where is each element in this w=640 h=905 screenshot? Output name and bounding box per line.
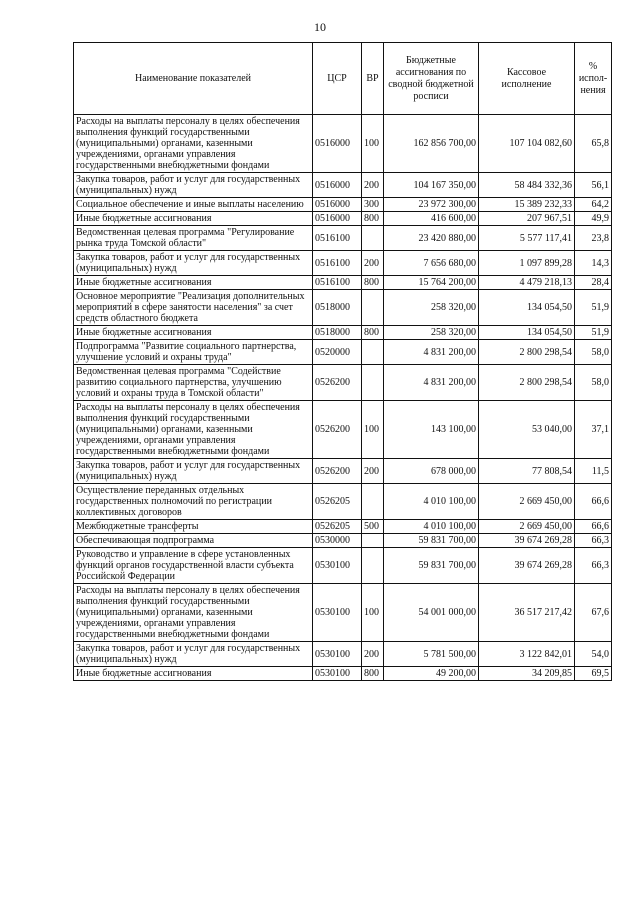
header-name: Наименование показателей: [74, 43, 313, 115]
table-row: [74, 326, 612, 340]
cell-pct: 66,6: [575, 520, 612, 534]
header-budget: Бюджетные ассигнования по сводной бюджетной росписи: [384, 43, 479, 115]
cell-name: Ведомственная целевая программа "Регулирование рынка труда Томской области": [74, 226, 313, 251]
cell-name: Основное мероприятие "Реализация дополнительных мероприятий в сфере занятости населения" за счет средств областного бюджета: [74, 290, 313, 326]
cell-budget: 4 831 200,00: [384, 340, 479, 365]
cell-csr: 0516000: [313, 115, 362, 173]
cell-budget: 4 010 100,00: [384, 520, 479, 534]
cell-pct: 56,1: [575, 173, 612, 198]
cell-budget: 23 972 300,00: [384, 198, 479, 212]
page-number: 10: [314, 20, 326, 34]
cell-pct: 51,9: [575, 326, 612, 340]
cell-pct: 58,0: [575, 365, 612, 401]
cell-csr: 0520000: [313, 340, 362, 365]
table-row: [74, 484, 612, 520]
cell-cash: 34 209,85: [479, 667, 575, 681]
cell-name: Иные бюджетные ассигнования: [74, 667, 313, 681]
cell-vr: 100: [362, 584, 384, 642]
cell-cash: 1 097 899,28: [479, 251, 575, 276]
cell-name: Межбюджетные трансферты: [74, 520, 313, 534]
cell-csr: 0530000: [313, 534, 362, 548]
cell-budget: 4 010 100,00: [384, 484, 479, 520]
cell-name: Расходы на выплаты персоналу в целях обеспечения выполнения функций государственными (муниципальными) органами, казенными учреждениями, органами управления государственными внебюджетными фондами: [74, 584, 313, 642]
cell-csr: 0526200: [313, 459, 362, 484]
cell-pct: 66,3: [575, 548, 612, 584]
cell-pct: 28,4: [575, 276, 612, 290]
cell-csr: 0526200: [313, 365, 362, 401]
cell-budget: 162 856 700,00: [384, 115, 479, 173]
cell-budget: 7 656 680,00: [384, 251, 479, 276]
cell-cash: 2 669 450,00: [479, 484, 575, 520]
cell-budget: 143 100,00: [384, 401, 479, 459]
cell-pct: 37,1: [575, 401, 612, 459]
cell-name: Социальное обеспечение и иные выплаты населению: [74, 198, 313, 212]
cell-cash: 53 040,00: [479, 401, 575, 459]
cell-name: Иные бюджетные ассигнования: [74, 326, 313, 340]
cell-csr: 0518000: [313, 326, 362, 340]
cell-budget: 258 320,00: [384, 326, 479, 340]
cell-csr: 0530100: [313, 667, 362, 681]
cell-csr: 0526200: [313, 401, 362, 459]
table-row: [74, 642, 612, 667]
cell-name: Обеспечивающая подпрограмма: [74, 534, 313, 548]
cell-vr: 800: [362, 667, 384, 681]
cell-budget: 54 001 000,00: [384, 584, 479, 642]
table-row: [74, 520, 612, 534]
table-row: [74, 534, 612, 548]
cell-pct: 11,5: [575, 459, 612, 484]
table-row: [74, 290, 612, 326]
table-row: [74, 667, 612, 681]
cell-cash: 58 484 332,36: [479, 173, 575, 198]
cell-vr: 300: [362, 198, 384, 212]
cell-vr: [362, 340, 384, 365]
cell-csr: 0516000: [313, 198, 362, 212]
cell-budget: 23 420 880,00: [384, 226, 479, 251]
cell-vr: 100: [362, 401, 384, 459]
cell-budget: 15 764 200,00: [384, 276, 479, 290]
table-row: [74, 584, 612, 642]
cell-csr: 0530100: [313, 584, 362, 642]
cell-vr: [362, 365, 384, 401]
cell-csr: 0518000: [313, 290, 362, 326]
cell-name: Иные бюджетные ассигнования: [74, 276, 313, 290]
cell-pct: 14,3: [575, 251, 612, 276]
cell-name: Иные бюджетные ассигнования: [74, 212, 313, 226]
table-body: [74, 115, 612, 681]
cell-pct: 54,0: [575, 642, 612, 667]
table-row: [74, 251, 612, 276]
cell-csr: 0516000: [313, 173, 362, 198]
cell-pct: 66,3: [575, 534, 612, 548]
cell-pct: 67,6: [575, 584, 612, 642]
cell-cash: 2 800 298,54: [479, 365, 575, 401]
cell-cash: 36 517 217,42: [479, 584, 575, 642]
header-csr: ЦСР: [313, 43, 362, 115]
cell-cash: 4 479 218,13: [479, 276, 575, 290]
header-vr: ВР: [362, 43, 384, 115]
table-row: [74, 212, 612, 226]
cell-name: Расходы на выплаты персоналу в целях обеспечения выполнения функций государственными (муниципальными) органами, казенными учреждениями, органами управления государственными внебюджетными фондами: [74, 115, 313, 173]
cell-csr: 0530100: [313, 642, 362, 667]
cell-csr: 0530100: [313, 548, 362, 584]
cell-vr: 200: [362, 173, 384, 198]
table-row: [74, 548, 612, 584]
cell-pct: 64,2: [575, 198, 612, 212]
cell-name: Закупка товаров, работ и услуг для государственных (муниципальных) нужд: [74, 459, 313, 484]
table-row: [74, 173, 612, 198]
cell-pct: 23,8: [575, 226, 612, 251]
cell-cash: 107 104 082,60: [479, 115, 575, 173]
cell-csr: 0516100: [313, 276, 362, 290]
cell-name: Ведомственная целевая программа "Содействие развитию социального партнерства, улучшению условий и охраны труда в Томской области": [74, 365, 313, 401]
cell-name: Расходы на выплаты персоналу в целях обеспечения выполнения функций государственными (муниципальными) органами, казенными учреждениями, органами управления государственными внебюджетными фондами: [74, 401, 313, 459]
cell-vr: [362, 484, 384, 520]
table-row: [74, 226, 612, 251]
cell-pct: 66,6: [575, 484, 612, 520]
cell-cash: 5 577 117,41: [479, 226, 575, 251]
cell-name: Осуществление переданных отдельных государственных полномочий по регистрации коллективных договоров: [74, 484, 313, 520]
table-row: [74, 365, 612, 401]
cell-vr: 200: [362, 459, 384, 484]
cell-vr: [362, 226, 384, 251]
cell-budget: 416 600,00: [384, 212, 479, 226]
cell-csr: 0516000: [313, 212, 362, 226]
cell-vr: [362, 548, 384, 584]
cell-csr: 0516100: [313, 251, 362, 276]
table-row: [74, 401, 612, 459]
table-row: [74, 276, 612, 290]
cell-cash: 2 669 450,00: [479, 520, 575, 534]
cell-vr: 200: [362, 251, 384, 276]
cell-vr: 100: [362, 115, 384, 173]
cell-cash: 39 674 269,28: [479, 548, 575, 584]
cell-cash: 134 054,50: [479, 290, 575, 326]
cell-pct: 58,0: [575, 340, 612, 365]
cell-budget: 59 831 700,00: [384, 548, 479, 584]
cell-vr: [362, 534, 384, 548]
table-header-row: [74, 43, 612, 115]
cell-vr: 800: [362, 212, 384, 226]
cell-cash: 2 800 298,54: [479, 340, 575, 365]
header-pct: % испол-нения: [575, 43, 612, 115]
cell-cash: 134 054,50: [479, 326, 575, 340]
cell-budget: 104 167 350,00: [384, 173, 479, 198]
table-row: [74, 340, 612, 365]
cell-csr: 0516100: [313, 226, 362, 251]
cell-budget: 49 200,00: [384, 667, 479, 681]
cell-vr: 800: [362, 326, 384, 340]
cell-cash: 3 122 842,01: [479, 642, 575, 667]
cell-pct: 51,9: [575, 290, 612, 326]
table-row: [74, 198, 612, 212]
table-row: [74, 115, 612, 173]
cell-name: Закупка товаров, работ и услуг для государственных (муниципальных) нужд: [74, 251, 313, 276]
cell-pct: 65,8: [575, 115, 612, 173]
cell-budget: 5 781 500,00: [384, 642, 479, 667]
cell-cash: 39 674 269,28: [479, 534, 575, 548]
cell-cash: 77 808,54: [479, 459, 575, 484]
cell-name: Руководство и управление в сфере установленных функций органов государственной власти субъекта Российской Федерации: [74, 548, 313, 584]
cell-vr: [362, 290, 384, 326]
cell-budget: 678 000,00: [384, 459, 479, 484]
cell-vr: 800: [362, 276, 384, 290]
cell-budget: 59 831 700,00: [384, 534, 479, 548]
cell-name: Подпрограмма "Развитие социального партнерства, улучшение условий и охраны труда": [74, 340, 313, 365]
cell-name: Закупка товаров, работ и услуг для государственных (муниципальных) нужд: [74, 642, 313, 667]
cell-budget: 258 320,00: [384, 290, 479, 326]
cell-pct: 69,5: [575, 667, 612, 681]
cell-cash: 15 389 232,33: [479, 198, 575, 212]
cell-cash: 207 967,51: [479, 212, 575, 226]
cell-pct: 49,9: [575, 212, 612, 226]
cell-csr: 0526205: [313, 520, 362, 534]
cell-csr: 0526205: [313, 484, 362, 520]
cell-budget: 4 831 200,00: [384, 365, 479, 401]
header-cash: Кассовое исполнение: [479, 43, 575, 115]
cell-vr: 200: [362, 642, 384, 667]
cell-vr: 500: [362, 520, 384, 534]
table-row: [74, 459, 612, 484]
budget-execution-table: [73, 42, 612, 681]
cell-name: Закупка товаров, работ и услуг для государственных (муниципальных) нужд: [74, 173, 313, 198]
